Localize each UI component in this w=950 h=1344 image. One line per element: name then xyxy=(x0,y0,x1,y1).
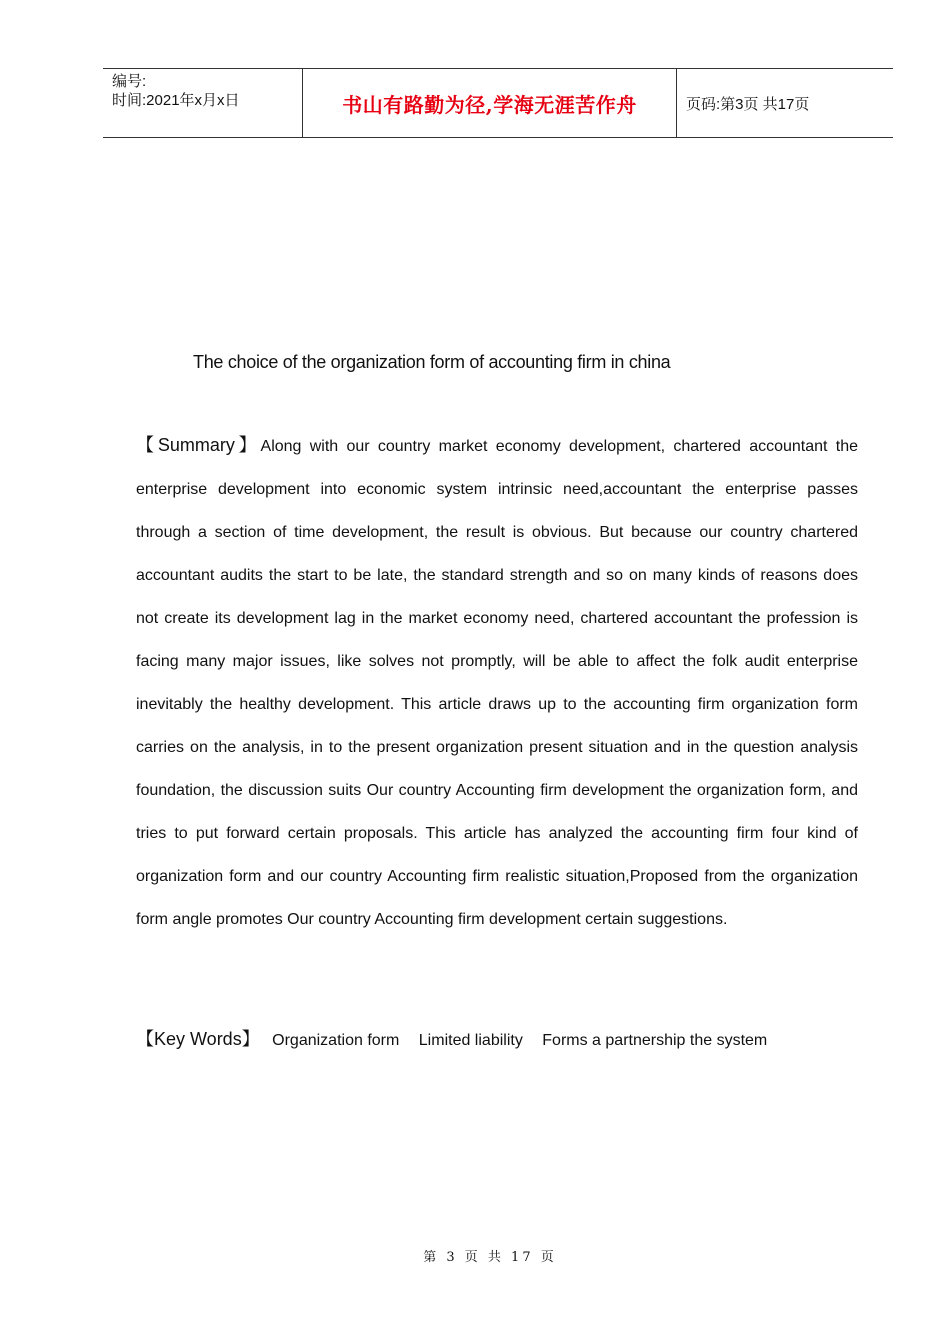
header-motto-cell xyxy=(303,69,677,137)
document-time-label: 时间:2021年x月x日 xyxy=(112,92,240,109)
summary-label: 【Summary】 xyxy=(136,435,261,455)
article-summary xyxy=(136,424,858,941)
document-header xyxy=(103,68,893,138)
article-title: The choice of the organization form of accounting firm in china xyxy=(193,352,671,372)
keyword-item: Limited liability xyxy=(418,1032,523,1049)
document-number-label: 编号: xyxy=(112,73,147,90)
keywords-label: 【Key Words】 xyxy=(136,1029,260,1049)
keyword-item: Organization form xyxy=(272,1032,400,1049)
header-motto: 书山有路勤为径,学海无涯苦作舟 xyxy=(342,92,637,117)
page-footer: 第 3 页 共 17 页 xyxy=(423,1250,557,1265)
header-page-info: 页码:第3页 共17页 xyxy=(686,95,810,113)
summary-text: Along with our country market economy development, chartered accountant the enterprise development into economic system intrinsic need,accountant the enterprise passes through a section of time development, the result is obvious. But because our country chartered accountant audits the start to be late, the standard strength and so on many kinds of reasons does not create its development lag in the market economy need, chartered accountant the profession is facing many major issues, like solves not promptly, will be able to affect the folk audit enterprise inevitably the healthy development. This article draws up to the accounting firm organization form carries on the analysis, in to the present organization present situation and in the question analysis foundation, the discussion suits Our country Accounting firm development the organization form, and tries to put forward certain proposals. This article has analyzed the accounting firm four kind of organization form and our country Accounting firm realistic situation,Proposed from the organization form angle promotes Our country Accounting firm development certain suggestions. xyxy=(136,438,858,928)
article-keywords xyxy=(136,1024,782,1056)
header-page-cell xyxy=(677,69,893,137)
keyword-item: Forms a partnership the system xyxy=(542,1032,768,1049)
header-meta-cell xyxy=(103,69,303,137)
